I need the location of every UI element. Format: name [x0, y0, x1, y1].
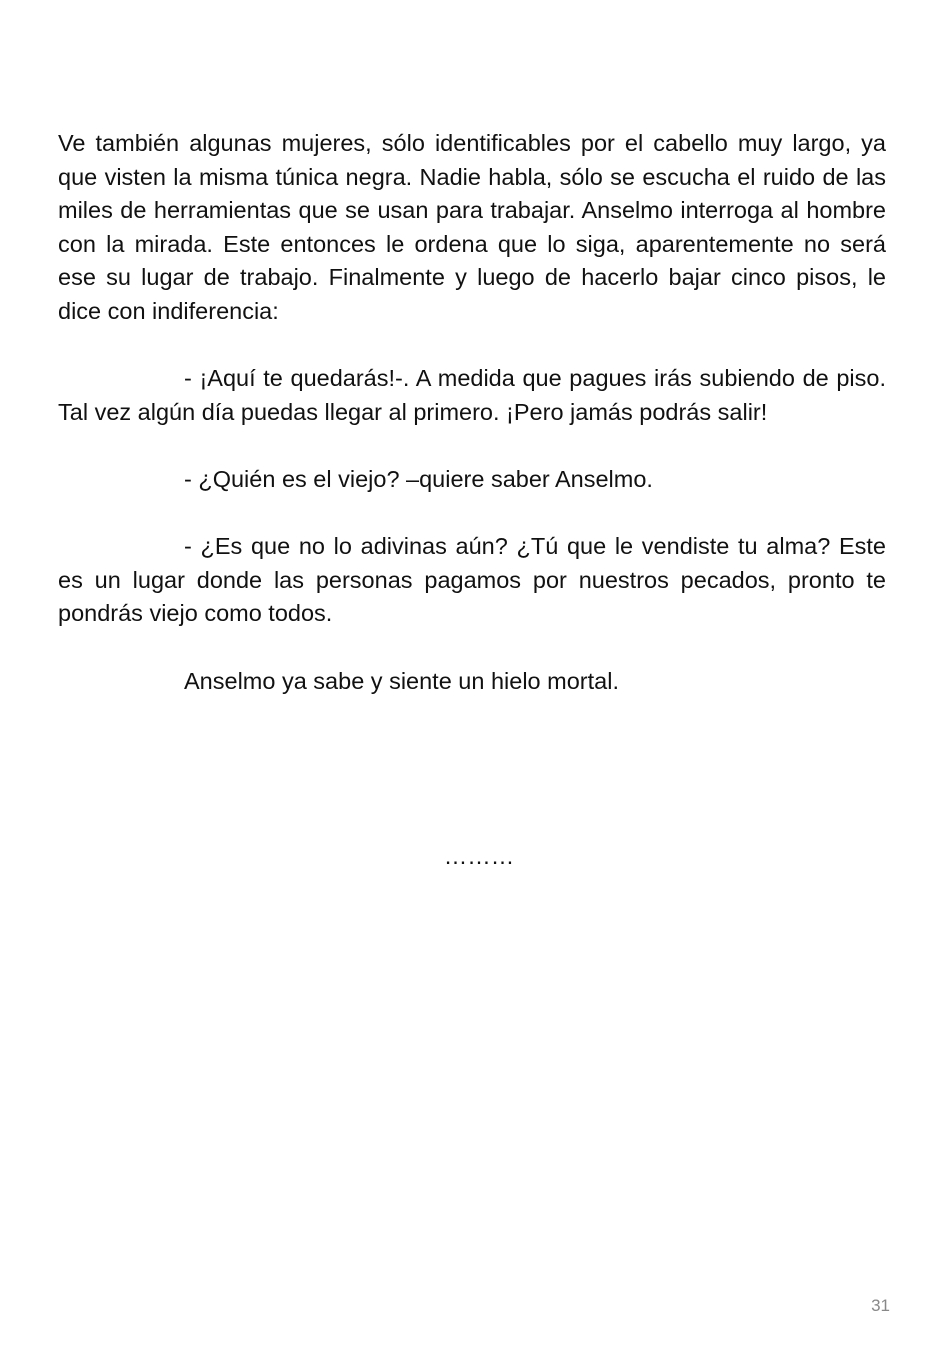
paragraph-dialogue-aqui: - ¡Aquí te quedarás!-. A medida que pagues irás subiendo de piso. Tal vez algún día puedas llegar al primero. ¡Pero jamás podrás salir!	[58, 365, 886, 425]
body-text	[58, 127, 886, 698]
paragraph-narration: Ve también algunas mujeres, sólo identificables por el cabello muy largo, ya que visten la misma túnica negra. Nadie habla, sólo se escucha el ruido de las miles de herramientas que se usan para trabajar. Anselmo interroga al hombre con la mirada. Este entonces le ordena que lo siga, aparentemente no será ese su lugar de trabajo. Finalmente y luego de hacerlo bajar cinco pisos, le dice con indiferencia:	[58, 130, 886, 324]
paragraph-closing: Anselmo ya sabe y siente un hielo mortal.	[184, 667, 619, 694]
paragraph-dialogue-quien: - ¿Quién es el viejo? –quiere saber Anselmo.	[184, 465, 653, 492]
paragraph-dialogue-adivinas: - ¿Es que no lo adivinas aún? ¿Tú que le vendiste tu alma? Este es un lugar donde las personas pagamos por nuestros pecados, pronto te pondrás viejo como todos.	[58, 533, 886, 627]
page-number: 31	[871, 1296, 890, 1315]
section-separator: ………	[443, 843, 515, 869]
